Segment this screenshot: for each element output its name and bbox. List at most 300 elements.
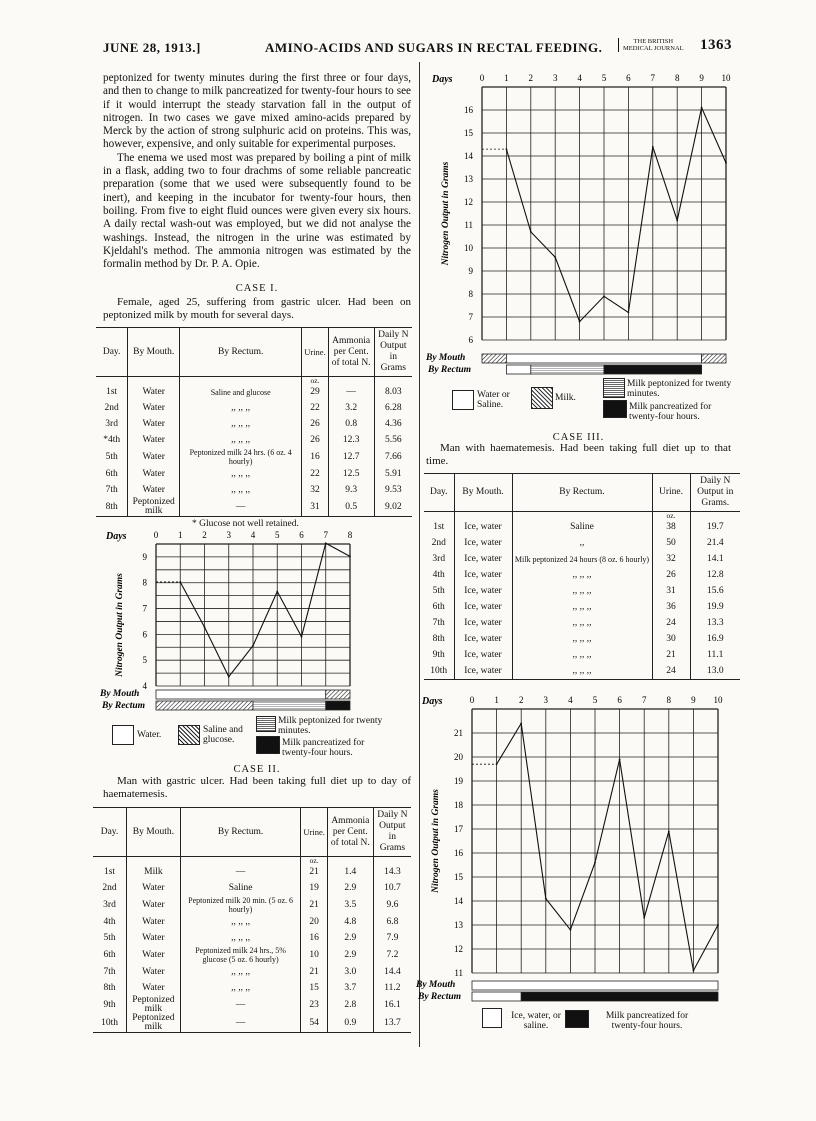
feeding-bar (326, 701, 350, 710)
feeding-bar (156, 690, 326, 699)
table-cell: ,, ,, ,, (512, 631, 652, 647)
table-cell: Peptonized milk (127, 996, 181, 1014)
table-cell: Ice, water (454, 535, 512, 551)
table-cell: 0.9 (327, 1014, 373, 1033)
table-row (96, 416, 412, 432)
x-tick-label: 0 (469, 695, 475, 705)
y-tick-label: 21 (454, 728, 463, 738)
col-header: Daily N Output in Grams (373, 808, 411, 857)
intro-paragraph: The enema we used most was prepared by boiling a pint of milk in a flask, adding two to four drachms of some reliable pancreatic preparation (some that we used were subsequently found to be inert), and keeping in the incubator for twenty-four hours, then boiling. From five to eight fluid ounces were given every six hours. A daily rectal wash-out was employed, but we did not analyse the washings. Instead, the nitrogen in the urine was estimated by Kjeldahl's method. The ammonia nitrogen was estimated by the formalin method by Dr. P. A. Opie. (103, 151, 411, 271)
y-tick-label: 8 (142, 577, 147, 588)
table-cell: 8th (432, 633, 445, 644)
y-tick-label: 13 (454, 920, 463, 930)
table-row (96, 482, 412, 498)
data-point (530, 231, 532, 233)
legend-pept-swatch (256, 716, 276, 732)
x-tick-label: 2 (518, 695, 524, 705)
table-row (93, 864, 411, 880)
col-header: Day. (96, 328, 128, 377)
col-header: Urine. (302, 328, 328, 377)
table-cell: 3.7 (327, 980, 373, 996)
feeding-bar (521, 992, 718, 1001)
data-point (301, 636, 303, 638)
table-cell: 5.56 (374, 432, 412, 448)
table-cell: 19 (301, 880, 327, 896)
y-axis-label: Nitrogen Output in Grams (115, 573, 125, 677)
table-cell: 1st (103, 866, 116, 877)
table-cell: 31 (652, 583, 690, 599)
table-row (93, 946, 411, 964)
table-cell (96, 377, 128, 385)
legend-water-saline-swatch (452, 390, 474, 410)
table-cell: ,, ,, ,, (180, 400, 302, 416)
table-cell: Water (128, 416, 180, 432)
table-cell: — (180, 996, 301, 1014)
journal-line2: MEDICAL JOURNAL (623, 45, 684, 52)
y-tick-label: 6 (142, 629, 147, 640)
table-row (424, 631, 740, 647)
table-cell: 6.28 (374, 400, 412, 416)
table-cell: 6.8 (373, 914, 411, 930)
table-cell: 12.8 (690, 567, 740, 583)
table-cell: ,, (512, 535, 652, 551)
data-point (545, 898, 547, 900)
table-cell: Peptonized milk (128, 498, 180, 517)
table-cell: Peptonized milk 24 hrs. (6 oz. 4 hourly) (180, 448, 302, 466)
table-cell: 26 (652, 567, 690, 583)
table-cell (180, 857, 301, 865)
table-cell: 7th (105, 484, 118, 495)
legend-panc-swatch (565, 1010, 589, 1028)
x-tick-label: 6 (299, 530, 304, 540)
y-tick-label: 11 (464, 220, 473, 230)
x-tick-label: 9 (699, 73, 704, 83)
table-cell: 4th (103, 916, 116, 927)
y-tick-label: 17 (454, 824, 463, 834)
table-row (93, 880, 411, 896)
table-cell: 3.2 (328, 400, 374, 416)
table-cell: Ice, water (454, 599, 512, 615)
table-cell: 14.1 (690, 551, 740, 567)
y-tick-label: 12 (454, 944, 463, 954)
table-cell: ,, ,, ,, (180, 416, 302, 432)
x-tick-label: 7 (323, 530, 328, 540)
table-cell: Saline and glucose (180, 384, 302, 400)
x-tick-label: 7 (641, 695, 647, 705)
case2-title: CASE II. (233, 764, 281, 775)
table-cell: 7th (432, 617, 445, 628)
feeding-bar (604, 365, 702, 374)
x-tick-label: 7 (650, 73, 656, 83)
col-header: Urine. (301, 808, 327, 857)
table-row (424, 535, 740, 551)
data-point (693, 970, 695, 972)
feeding-bar (253, 701, 326, 710)
table-row (424, 567, 740, 583)
table-cell: 14.4 (373, 964, 411, 980)
page-number: 1363 (700, 37, 732, 53)
intro-text (103, 72, 411, 271)
table-cell: Peptonized milk 24 hrs., 5% glucose (5 oz. 6 hourly) (180, 946, 301, 964)
unit-label: oz. (652, 512, 690, 520)
col-header: Ammonia per Cent. of total N. (328, 328, 374, 377)
table-row (424, 551, 740, 567)
table-cell: 4.8 (327, 914, 373, 930)
table-cell: 23 (301, 996, 327, 1014)
data-point (570, 929, 572, 931)
by-mouth-label: By Mouth (416, 980, 456, 990)
table-cell: — (180, 1014, 301, 1033)
case2-chart (426, 72, 746, 378)
table-cell (690, 512, 740, 520)
feeding-bar (531, 365, 604, 374)
data-point (276, 591, 278, 593)
table-cell: 9.6 (373, 896, 411, 914)
table-cell: 0.8 (328, 416, 374, 432)
y-tick-label: 20 (454, 752, 463, 762)
y-tick-label: 11 (454, 968, 463, 978)
table-cell: 9.3 (328, 482, 374, 498)
y-tick-label: 16 (464, 105, 473, 115)
table-cell: Ice, water (454, 647, 512, 663)
table-cell: — (328, 384, 374, 400)
table-cell: 14.3 (373, 864, 411, 880)
table-cell: 7.66 (374, 448, 412, 466)
table-cell (127, 857, 181, 865)
legend-panc-swatch (603, 400, 627, 418)
x-tick-label: 8 (666, 695, 672, 705)
running-title: AMINO-ACIDS AND SUGARS IN RECTAL FEEDING. (265, 40, 603, 55)
table-cell: Water (128, 482, 180, 498)
table-cell: ,, ,, ,, (180, 914, 301, 930)
data-point (701, 107, 703, 109)
col-header: Ammonia per Cent. of total N. (327, 808, 373, 857)
legend-panc-swatch (256, 736, 280, 754)
table-cell: 16.1 (373, 996, 411, 1014)
table-cell: 21 (652, 647, 690, 663)
table-cell: 31 (302, 498, 328, 517)
table-cell: 36 (652, 599, 690, 615)
table-cell: Ice, water (454, 583, 512, 599)
data-point (204, 626, 206, 628)
y-tick-label: 5 (142, 655, 147, 666)
table-row (424, 599, 740, 615)
header-date: JUNE 28, 1913.] (103, 40, 201, 55)
feeding-bar (472, 981, 718, 990)
table-cell (424, 512, 454, 520)
table-cell: 3.5 (327, 896, 373, 914)
table-cell: 12.5 (328, 466, 374, 482)
y-tick-label: 16 (454, 848, 463, 858)
table-cell: 2nd (102, 882, 117, 893)
x-tick-label: 0 (479, 73, 485, 83)
table-cell: Water (127, 980, 181, 996)
table-cell: 5.91 (374, 466, 412, 482)
table-cell: ,, ,, ,, (180, 964, 301, 980)
x-tick-label: 4 (250, 530, 256, 540)
table-cell (180, 377, 302, 385)
table-cell: Peptonized milk (127, 1014, 181, 1033)
table-cell: Milk (127, 864, 181, 880)
by-rectum-label: By Rectum (428, 365, 472, 375)
data-point (349, 555, 351, 557)
data-point (496, 763, 498, 765)
table-cell: 24 (652, 615, 690, 631)
by-rectum-label: By Rectum (418, 992, 462, 1002)
table-cell: Water (127, 880, 181, 896)
legend-ice-swatch (482, 1008, 502, 1028)
y-tick-label: 4 (142, 681, 147, 691)
table-cell: Water (128, 466, 180, 482)
by-mouth-label: By Mouth (426, 353, 466, 363)
data-point (668, 831, 670, 833)
legend-milk-swatch (531, 387, 553, 409)
table-cell: 9.02 (374, 498, 412, 517)
table-cell (93, 857, 127, 865)
table-cell: *4th (103, 434, 121, 445)
table-cell: 30 (652, 631, 690, 647)
table-cell: 5th (105, 451, 118, 462)
data-point (628, 312, 630, 314)
x-tick-label: 6 (626, 73, 631, 83)
table-cell: Water (127, 964, 181, 980)
table-cell (327, 857, 373, 865)
table-cell: 9.53 (374, 482, 412, 498)
table-cell: 8th (103, 982, 116, 993)
table-cell: 26 (302, 416, 328, 432)
legend-pept: Milk peptonized for twenty minutes. (627, 379, 732, 399)
table-cell: 5th (432, 585, 445, 596)
table-row (424, 583, 740, 599)
data-point (252, 645, 254, 647)
col-header: Day. (424, 474, 454, 512)
table-cell: 54 (301, 1014, 327, 1033)
table-cell: 3.0 (327, 964, 373, 980)
table-cell: 2.9 (327, 880, 373, 896)
table-row (96, 466, 412, 482)
table-cell: 10th (93, 1014, 127, 1033)
table-cell: 3rd (105, 418, 118, 429)
table-cell: ,, ,, ,, (512, 567, 652, 583)
data-line (506, 108, 726, 322)
unit-label: oz. (302, 377, 328, 385)
table-cell: 9th (103, 999, 116, 1010)
table-cell: 22 (302, 466, 328, 482)
table-cell: ,, ,, ,, (180, 482, 302, 498)
table-cell: ,, ,, ,, (512, 663, 652, 680)
table-row (96, 448, 412, 466)
feeding-bar (472, 992, 521, 1001)
table-row (424, 647, 740, 663)
x-tick-label: 3 (543, 695, 549, 705)
y-tick-label: 15 (454, 872, 463, 882)
table-cell: Water (127, 946, 181, 964)
table-cell: 2.9 (327, 930, 373, 946)
data-line (180, 543, 350, 676)
table-cell: 3rd (103, 899, 116, 910)
x-tick-label: 3 (226, 530, 231, 540)
table-cell: 29 (302, 384, 328, 400)
x-tick-label: 8 (674, 73, 680, 83)
table-cell: 26 (302, 432, 328, 448)
table-cell: 24 (652, 663, 690, 680)
data-point (725, 162, 727, 164)
table-cell: 2.8 (327, 996, 373, 1014)
table-cell: Water (128, 384, 180, 400)
x-tick-label: 4 (577, 73, 582, 83)
table-cell: 16.9 (690, 631, 740, 647)
table-cell: 11.2 (373, 980, 411, 996)
table-cell: 4th (432, 569, 445, 580)
feeding-bar (482, 354, 506, 363)
table-cell: 19.7 (690, 519, 740, 535)
table-cell: 21 (301, 964, 327, 980)
feeding-bar (506, 365, 530, 374)
data-point (554, 256, 556, 258)
col-header: By Mouth. (454, 474, 512, 512)
table-cell (328, 377, 374, 385)
table-cell: 22 (302, 400, 328, 416)
col-header: Daily N Output in Grams. (690, 474, 740, 512)
legend-milk: Milk. (555, 393, 576, 403)
x-axis-label: Days (432, 74, 453, 85)
y-tick-label: 14 (464, 151, 473, 161)
table-cell: ,, ,, ,, (180, 930, 301, 946)
table-cell: 6th (105, 468, 118, 479)
table-row (93, 914, 411, 930)
by-mouth-label: By Mouth (100, 689, 140, 699)
table-cell: 12.7 (328, 448, 374, 466)
table-cell: Water (127, 930, 181, 946)
table-cell (512, 512, 652, 520)
table-cell: Ice, water (454, 631, 512, 647)
table-cell (374, 377, 412, 385)
data-point (619, 759, 621, 761)
table-cell: 13.0 (690, 663, 740, 680)
y-tick-label: 10 (464, 243, 473, 253)
table-cell: Water (128, 400, 180, 416)
table-row (93, 996, 411, 1014)
table-row (96, 384, 412, 400)
table-cell: 13.3 (690, 615, 740, 631)
table-cell: ,, ,, ,, (180, 432, 302, 448)
y-tick-label: 14 (454, 896, 463, 906)
x-tick-label: 1 (494, 695, 499, 705)
y-tick-label: 9 (142, 551, 147, 562)
data-point (603, 295, 605, 297)
feeding-bar (506, 354, 701, 363)
y-tick-label: 18 (454, 800, 463, 810)
data-point (325, 542, 327, 544)
table-cell: ,, ,, ,, (512, 583, 652, 599)
data-line (497, 723, 718, 970)
intro-paragraph: peptonized for twenty minutes during the first three or four days, and then to change to milk pancreatized for twenty-four hours to see if it would interrupt the steady starvation fall in the output of nitrogen. In two cases we gave mixed amino-acids prepared by Merck by the action of strong sulphuric acid on proteins. This was, however, expensive, and only suitable for experimental purposes. (103, 72, 411, 151)
table-cell: 7th (103, 966, 116, 977)
table-cell: Saline (180, 880, 301, 896)
table-cell (373, 857, 411, 865)
x-tick-label: 0 (153, 530, 159, 540)
y-tick-label: 7 (468, 312, 473, 322)
table-row (96, 498, 412, 517)
table-cell: 19.9 (690, 599, 740, 615)
table-cell (128, 377, 180, 385)
table-cell: 6th (103, 949, 116, 960)
table-cell: 38 (652, 519, 690, 535)
legend-water-saline: Water or Saline. (477, 390, 510, 410)
feeding-bar (326, 690, 350, 699)
data-point (520, 723, 522, 725)
data-point (579, 321, 581, 323)
table-cell: Water (128, 448, 180, 466)
table-row (93, 930, 411, 946)
column-divider (419, 62, 420, 1047)
y-axis-label: Nitrogen Output in Grams (441, 161, 451, 266)
col-header: By Rectum. (180, 328, 302, 377)
x-tick-label: 10 (713, 695, 723, 705)
table-cell: 21 (301, 864, 327, 880)
table-cell: Peptonized milk 20 min. (5 oz. 6 hourly) (180, 896, 301, 914)
y-tick-label: 15 (464, 128, 473, 138)
y-tick-label: 13 (464, 174, 473, 184)
data-point (717, 924, 719, 926)
table-cell: 12.3 (328, 432, 374, 448)
table-cell: 15.6 (690, 583, 740, 599)
y-tick-label: 9 (468, 266, 473, 276)
table-cell: ,, ,, ,, (512, 615, 652, 631)
table-cell: 3rd (432, 553, 446, 564)
legend-saline: Saline and glucose. (203, 725, 243, 745)
by-rectum-label: By Rectum (102, 701, 146, 711)
unit-label: oz. (301, 857, 327, 865)
x-tick-label: 10 (721, 73, 731, 83)
y-tick-label: 7 (142, 603, 147, 614)
table-cell: 7.9 (373, 930, 411, 946)
table-cell: 2nd (104, 402, 119, 413)
col-header: Day. (93, 808, 127, 857)
x-axis-label: Days (422, 696, 443, 707)
case3-table (424, 473, 740, 680)
table-cell: 32 (652, 551, 690, 567)
legend-panc: Milk pancreatized for twenty-four hours. (605, 1011, 689, 1031)
table-cell: 6th (432, 601, 445, 612)
table-row (96, 400, 412, 416)
col-header: By Mouth. (128, 328, 180, 377)
table-cell: 1.4 (327, 864, 373, 880)
legend-water-swatch (112, 725, 134, 745)
col-header: By Rectum. (180, 808, 301, 857)
table-cell: ,, ,, ,, (180, 980, 301, 996)
table-cell: — (180, 864, 301, 880)
x-tick-label: 1 (178, 530, 183, 540)
case1-title: CASE I. (235, 283, 279, 294)
y-tick-label: 8 (468, 289, 473, 299)
legend-pept: Milk peptonized for twenty minutes. (278, 716, 383, 736)
table-cell: — (180, 498, 302, 517)
case2-table (93, 807, 411, 1033)
table-cell: 4.36 (374, 416, 412, 432)
y-axis-label: Nitrogen Output in Grams (431, 789, 441, 893)
x-tick-label: 8 (347, 530, 353, 540)
data-point (594, 862, 596, 864)
table-cell: Ice, water (454, 567, 512, 583)
case1-description: Female, aged 25, suffering from gastric ulcer. Had been on peptonized milk by mouth for several days. (103, 296, 411, 321)
table-cell: Water (128, 432, 180, 448)
table-cell: 21 (301, 896, 327, 914)
journal-line1: THE BRITISH (633, 38, 674, 45)
table-cell: 8th (96, 498, 128, 517)
table-row (93, 980, 411, 996)
y-tick-label: 19 (454, 776, 463, 786)
